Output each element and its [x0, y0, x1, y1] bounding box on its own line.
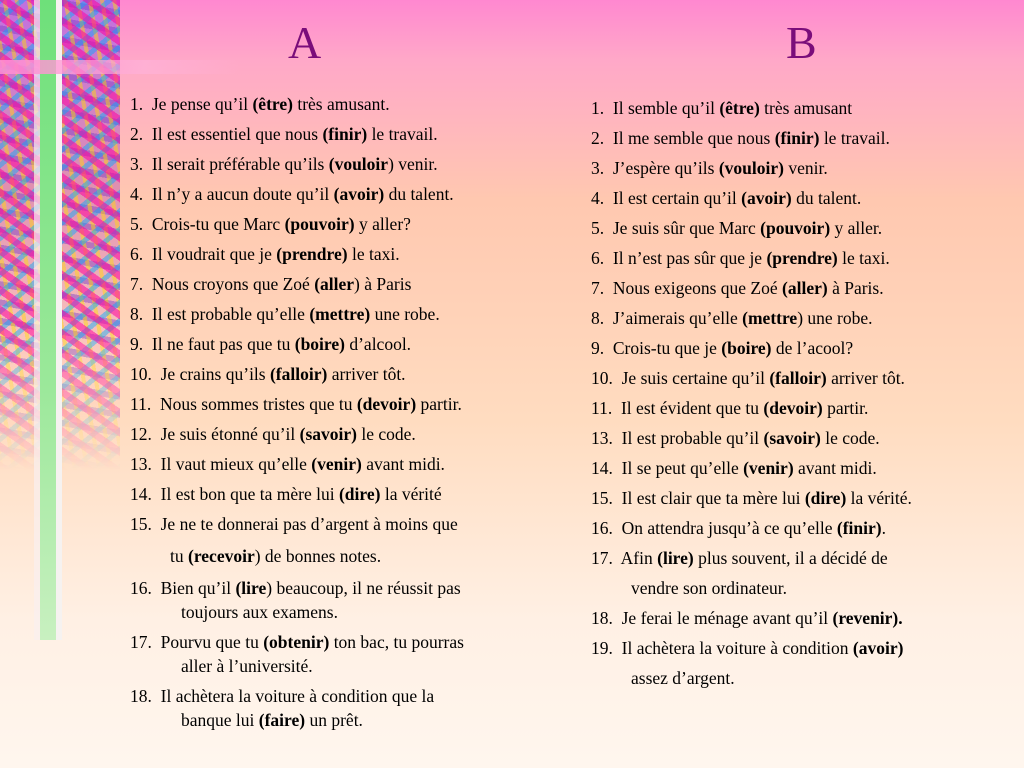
list-item: 7. Nous exigeons que Zoé (aller) à Paris. — [591, 278, 884, 298]
list-item: 2. Il est essentiel que nous (finir) le travail. — [130, 124, 438, 144]
list-item: 8. Il est probable qu’elle (mettre) une robe. — [130, 304, 440, 324]
list-item: 14. Il est bon que ta mère lui (dire) la vérité — [130, 484, 442, 504]
list-item: 6. Il voudrait que je (prendre) le taxi. — [130, 244, 400, 264]
list-item: 11. Nous sommes tristes que tu (devoir) partir. — [130, 394, 462, 414]
list-item: 14. Il se peut qu’elle (venir) avant midi. — [591, 458, 877, 478]
list-item: 9. Il ne faut pas que tu (boire) d’alcool. — [130, 334, 412, 354]
list-item: 1. Je pense qu’il (être) très amusant. — [130, 94, 390, 114]
list-item: 9. Crois-tu que je (boire) de l’acool? — [591, 338, 854, 358]
list-item: 16. On attendra jusqu’à ce qu’elle (finir). — [591, 518, 886, 538]
list-item: 19. Il achètera la voiture à condition (avoir) assez d’argent. — [591, 633, 1021, 693]
list-item-continuation: assez d’argent. — [631, 668, 735, 688]
list-item: 4. Il est certain qu’il (avoir) du talent. — [591, 188, 862, 208]
decorative-pink-bar — [0, 60, 240, 74]
list-item: 17. Afin (lire) plus souvent, il a décidé de vendre son ordinateur. — [591, 543, 1021, 603]
list-item-continuation: banque lui (faire) un prêt. — [181, 710, 363, 730]
decorative-green-bar — [40, 0, 56, 640]
list-item: 15. Je ne te donnerai pas d’argent à moins que tu (recevoir) de bonnes notes. — [130, 509, 580, 573]
column-a — [130, 89, 580, 735]
list-item: 18. Il achètera la voiture à condition que la banque lui (faire) un prêt. — [130, 681, 580, 735]
list-item-continuation: toujours aux examens. — [181, 602, 338, 622]
decorative-white-bar — [56, 0, 62, 640]
list-item: 3. Il serait préférable qu’ils (vouloir) venir. — [130, 154, 438, 174]
list-item: 8. J’aimerais qu’elle (mettre) une robe. — [591, 308, 873, 328]
list-item: 7. Nous croyons que Zoé (aller) à Paris — [130, 274, 412, 294]
list-item: 4. Il n’y a aucun doute qu’il (avoir) du talent. — [130, 184, 454, 204]
heading-a: A — [288, 17, 322, 68]
list-item: 6. Il n’est pas sûr que je (prendre) le taxi. — [591, 248, 890, 268]
list-item: 3. J’espère qu’ils (vouloir) venir. — [591, 158, 828, 178]
list-item: 10. Je crains qu’ils (falloir) arriver tôt. — [130, 364, 406, 384]
list-item: 13. Il est probable qu’il (savoir) le code. — [591, 428, 880, 448]
list-item: 11. Il est évident que tu (devoir) partir. — [591, 398, 869, 418]
list-item: 18. Je ferai le ménage avant qu’il (revenir). — [591, 608, 903, 628]
list-item: 13. Il vaut mieux qu’elle (venir) avant midi. — [130, 454, 445, 474]
list-item: 2. Il me semble que nous (finir) le travail. — [591, 128, 890, 148]
list-item: 1. Il semble qu’il (être) très amusant — [591, 98, 853, 118]
list-item-continuation: aller à l’université. — [181, 656, 313, 676]
list-item: 12. Je suis étonné qu’il (savoir) le code. — [130, 424, 416, 444]
column-b — [591, 93, 1021, 693]
list-item: 5. Crois-tu que Marc (pouvoir) y aller? — [130, 214, 411, 234]
list-item-continuation: tu (recevoir) de bonnes notes. — [170, 546, 382, 566]
list-item-continuation: vendre son ordinateur. — [631, 578, 787, 598]
heading-b: B — [786, 17, 817, 68]
list-item: 15. Il est clair que ta mère lui (dire) la vérité. — [591, 488, 912, 508]
list-item: 10. Je suis certaine qu’il (falloir) arriver tôt. — [591, 368, 905, 388]
list-item: 16. Bien qu’il (lire) beaucoup, il ne réussit pas toujours aux examens. — [130, 573, 580, 627]
list-item: 17. Pourvu que tu (obtenir) ton bac, tu pourras aller à l’université. — [130, 627, 580, 681]
list-item: 5. Je suis sûr que Marc (pouvoir) y aller. — [591, 218, 883, 238]
